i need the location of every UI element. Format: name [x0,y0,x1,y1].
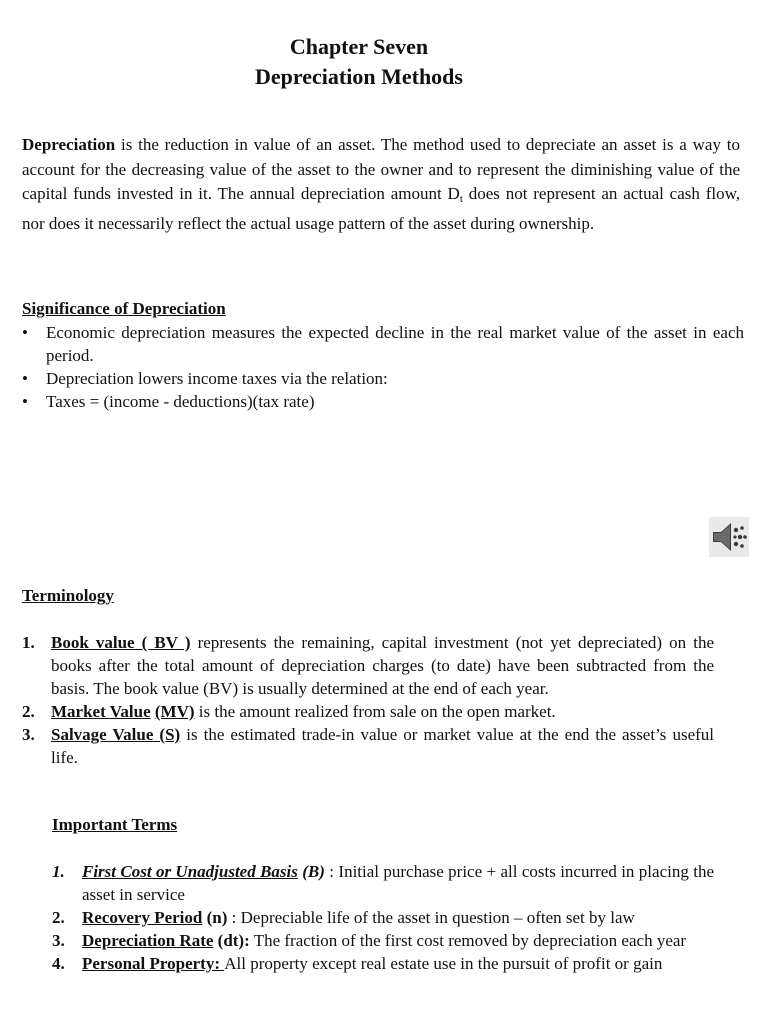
list-item: 3. Depreciation Rate (dt): The fraction of the first cost removed by depreciation each year [52,931,687,950]
terminology-list [22,631,714,769]
intro-paragraph [22,133,740,236]
term-label: Depreciation Rate [82,931,214,950]
term-symbol: (B) [297,862,325,881]
list-item: 4. Personal Property: All property except real estate use in the pursuit of profit or gain [52,954,663,973]
significance-list [22,321,744,413]
speaker-icon[interactable] [709,517,749,557]
term-symbol: (dt): [213,931,250,950]
term-label: Book value ( BV ) [51,633,191,652]
term-label: Market Value [51,702,151,721]
term-label: Recovery Period [82,908,203,927]
terminology-heading: Terminology [22,586,114,605]
chapter-title: Chapter Seven [289,34,429,59]
list-item: • Depreciation lowers income taxes via the relation: [22,369,388,388]
list-item: 1. Book value ( BV ) represents the remaining, capital investment (not yet depreciated) on the books after the total amount of depreciation charges (to date) have been subtracted from the basis. The book value (BV) is usually determined at the end of each year. [22,633,714,698]
item-number: 1. [22,633,35,652]
intro-text-2: does not represent an actual cash flow, nor does it necessarily reflect the actual usage pattern of the asset during ownership. [22,184,741,233]
intro-term: Depreciation [22,135,116,154]
term-symbol: (MV) [154,702,195,721]
item-number: 4. [52,954,65,973]
list-item: • Economic depreciation measures the expected decline in the real market value of the asset in each period. [22,323,744,365]
list-item: • Taxes = (income - deductions)(tax rate) [22,392,315,411]
item-number: 2. [52,908,65,927]
significance-heading: Significance of Depreciation [22,299,226,318]
intro-subscript: t [459,193,463,205]
term-label: Salvage Value (S) [51,725,181,744]
term-label: First Cost or Unadjusted Basis [82,862,298,881]
list-item: 3. Salvage Value (S) is the estimated trade-in value or market value at the end the asset’s useful life. [22,725,714,767]
bullet-dot: • [22,369,28,388]
list-item: 2. Market Value (MV) is the amount realized from sale on the open market. [22,702,556,721]
term-symbol: (n) [202,908,228,927]
term-label: Personal Property: [82,954,225,973]
important-terms-heading: Important Terms [52,815,178,834]
list-item: 2. Recovery Period (n) : Depreciable life of the asset in question – often set by law [52,908,635,927]
item-number: 3. [52,931,65,950]
list-item: 1. First Cost or Unadjusted Basis (B) : Initial purchase price + all costs incurred in placing the asset in service [52,862,714,904]
intro-text-1: is the reduction in value of an asset. The method used to depreciate an asset is a way to account for the decreasing value of the asset to the owner and to represent the diminishing value of the capital funds invested in it. The annual depreciation amount D [22,135,740,203]
chapter-subtitle: Depreciation Methods [255,64,463,89]
important-terms-list [52,860,714,975]
bullet-dot: • [22,392,28,411]
item-number: 3. [22,725,35,744]
item-number: 2. [22,702,35,721]
bullet-dot: • [22,323,28,342]
item-number: 1. [52,862,65,881]
